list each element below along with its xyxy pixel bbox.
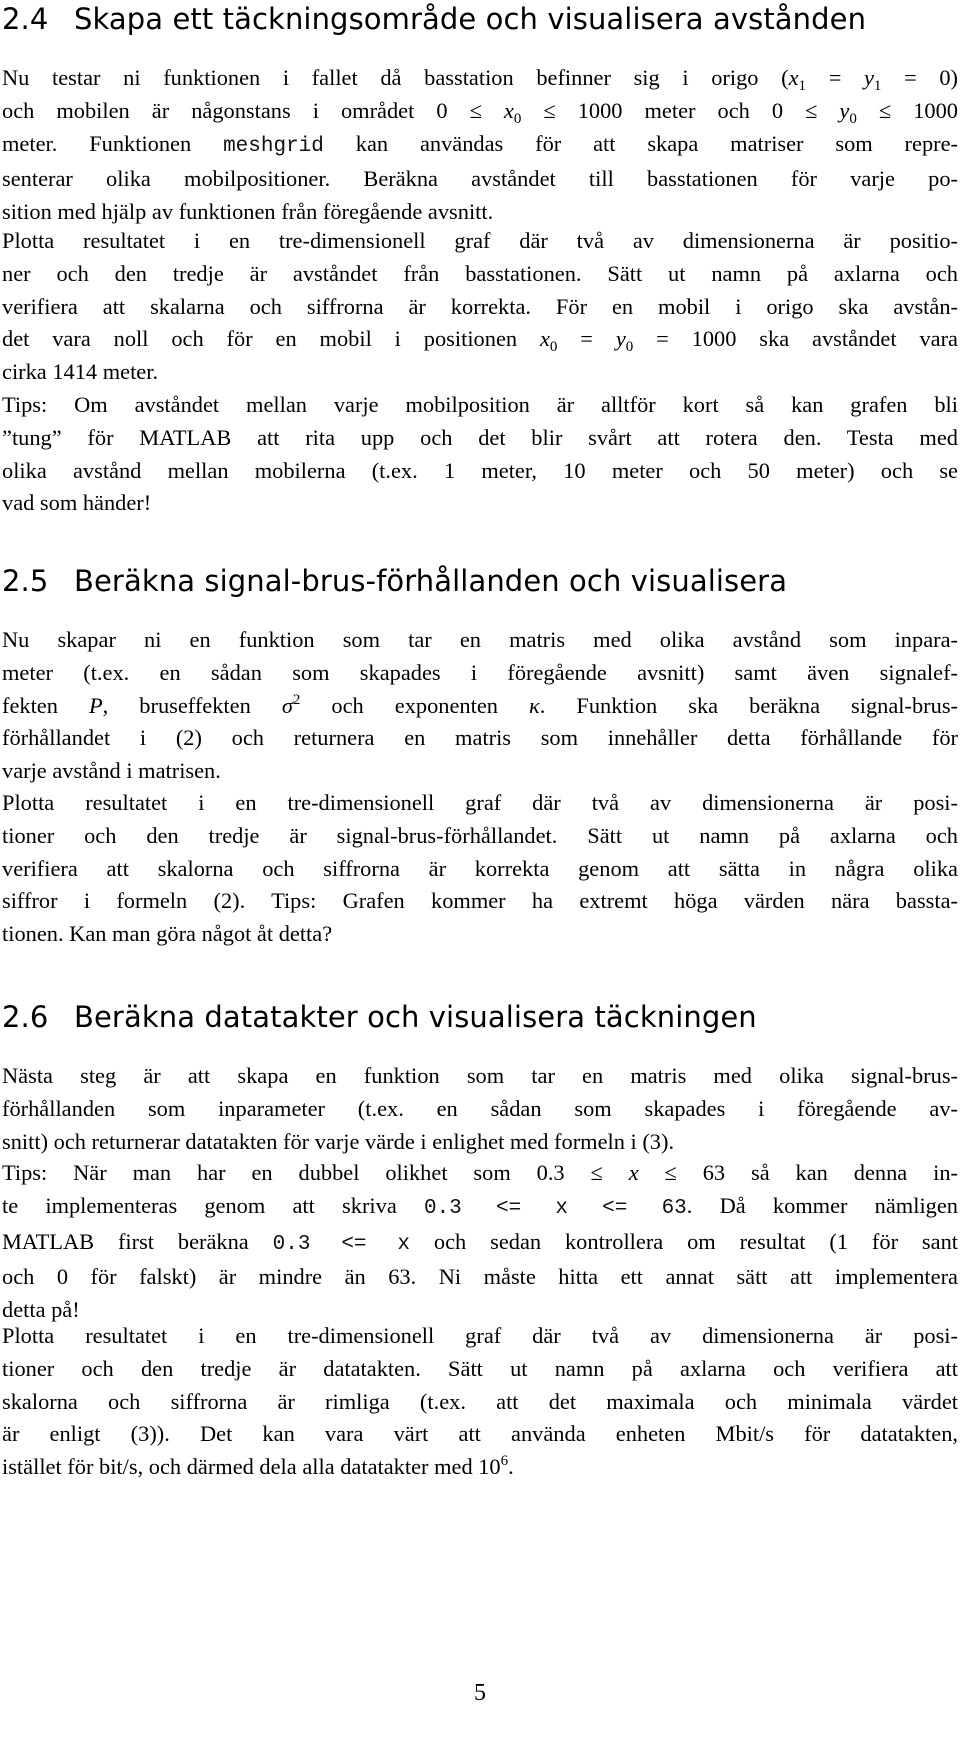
section-2-4-heading: [2, 2, 958, 36]
paragraph: [2, 1320, 958, 1484]
text-line: förhållandet i (2) och returnera en matris som innehåller detta förhållande för: [2, 725, 958, 751]
text-line: vad som händer!: [2, 490, 152, 516]
text-line: ”tung” för MATLAB att rita upp och det blir svårt att rotera den. Testa med: [2, 424, 958, 450]
text-line: Tips: När man har en dubbel olikhet som 0.3 ≤ x ≤ 63 så kan denna in-: [2, 1160, 958, 1185]
text-line: tionen. Kan man göra något åt detta?: [2, 921, 333, 947]
text-line: skalorna och siffrorna är rimliga (t.ex. att det maximala och minimala värdet: [2, 1388, 958, 1414]
section-title: Beräkna datatakter och visualisera täckningen: [74, 1000, 757, 1034]
text-line: är enligt (3)). Det kan vara värt att använda enheten Mbit/s för datatakten,: [2, 1421, 958, 1447]
text-line: verifiera att skalorna och siffrorna är korrekta genom att sätta in några olika: [2, 855, 958, 881]
page-number: 5: [474, 1680, 486, 1706]
text-line: meter. Funktionen meshgrid kan användas för att skapa matriser som repre-: [2, 130, 959, 158]
text-line: cirka 1414 meter.: [2, 359, 159, 385]
text-line: Nu testar ni funktionen i fallet då basstation befinner sig i origo $(x_1 = y_1 = 0)$: [2, 65, 958, 94]
section-title: Beräkna signal-brus-förhållanden och visualisera: [74, 564, 788, 598]
text-line: Nu skapar ni en funktion som tar en matris med olika avstånd som inpara-: [2, 627, 958, 652]
text-line: varje avstånd i matrisen.: [2, 758, 221, 784]
paragraph: [2, 225, 958, 389]
code-meshgrid: meshgrid: [223, 134, 324, 158]
text-line: meter (t.ex. en sådan som skapades i föregående avsnitt) samt även signalef-: [2, 659, 958, 685]
text-line: istället för bit/s, och därmed dela alla datatakter med $10^6$.: [2, 1453, 514, 1480]
paragraph: [2, 62, 958, 229]
paragraph: [2, 787, 958, 951]
text-line: det vara noll och för en mobil i positionen $x_0 = y_0 = 1000$ ska avståndet vara: [2, 326, 958, 356]
text-line: tioner och den tredje är datatakten. Sätt ut namn på axlarna och verifiera att: [2, 1355, 958, 1381]
paragraph: [2, 1157, 958, 1327]
paragraph: [2, 389, 958, 520]
paragraph: [2, 624, 958, 788]
text-line: senterar olika mobilpositioner. Beräkna avståndet till basstationen för varje po-: [2, 166, 958, 192]
text-line: Nästa steg är att skapa en funktion som tar en matris med olika signal-brus-: [2, 1063, 958, 1088]
code-partial: 0.3 <= x: [272, 1232, 411, 1256]
section-2-5-heading: [2, 564, 958, 598]
section-number: 2.6: [2, 1000, 49, 1034]
section-number: 2.4: [2, 2, 49, 36]
code-inequality: 0.3 <= x <= 63: [423, 1196, 687, 1220]
text-line: Plotta resultatet i en tre-dimensionell graf där två av dimensionerna är posi-: [2, 1323, 958, 1348]
text-line: förhållanden som inparameter (t.ex. en sådan som skapades i föregående av-: [2, 1095, 958, 1121]
section-2-6-heading: [2, 1000, 958, 1034]
text-line: och 0 för falskt) är mindre än 63. Ni måste hitta ett annat sätt att implementera: [2, 1264, 958, 1290]
text-line: snitt) och returnerar datatakten för varje värde i enlighet med formeln i (3).: [2, 1128, 675, 1154]
text-line: Plotta resultatet i en tre-dimensionell graf där två av dimensionerna är positio-: [2, 228, 958, 253]
text-line: siffror i formeln (2). Tips: Grafen kommer ha extremt höga värden nära bassta-: [2, 888, 958, 914]
text-line: fekten P, bruseffekten $\sigma^2$ och exponenten κ. Funktion ska beräkna signal-brus-: [2, 691, 958, 718]
text-line: och mobilen är någonstans i området $0 \le x_0 \le 1000$ meter och $0 \le y_0 \le 1000$: [2, 97, 959, 127]
paragraph: [2, 1060, 958, 1158]
section-title: Skapa ett täckningsområde och visualisera avstånden: [74, 2, 867, 36]
text-line: MATLAB first beräkna 0.3 <= x och sedan kontrollera om resultat (1 för sant: [2, 1228, 958, 1256]
text-line: tioner och den tredje är signal-brus-förhållandet. Sätt ut namn på axlarna och: [2, 822, 958, 848]
text-line: Plotta resultatet i en tre-dimensionell graf där två av dimensionerna är posi-: [2, 790, 958, 815]
text-line: verifiera att skalarna och siffrorna är korrekta. För en mobil i origo ska avstån-: [2, 293, 958, 319]
text-line: detta på!: [2, 1297, 80, 1323]
text-line: ner och den tredje är avståndet från basstationen. Sätt ut namn på axlarna och: [2, 260, 958, 286]
text-line: sition med hjälp av funktionen från föregående avsnitt.: [2, 199, 494, 225]
text-line: te implementeras genom att skriva 0.3 <= x <= 63. Då kommer nämligen: [2, 1192, 958, 1220]
text-line: Tips: Om avståndet mellan varje mobilposition är alltför kort så kan grafen bli: [2, 392, 958, 417]
section-number: 2.5: [2, 564, 49, 598]
text-line: olika avstånd mellan mobilerna (t.ex. 1 meter, 10 meter och 50 meter) och se: [2, 457, 958, 483]
